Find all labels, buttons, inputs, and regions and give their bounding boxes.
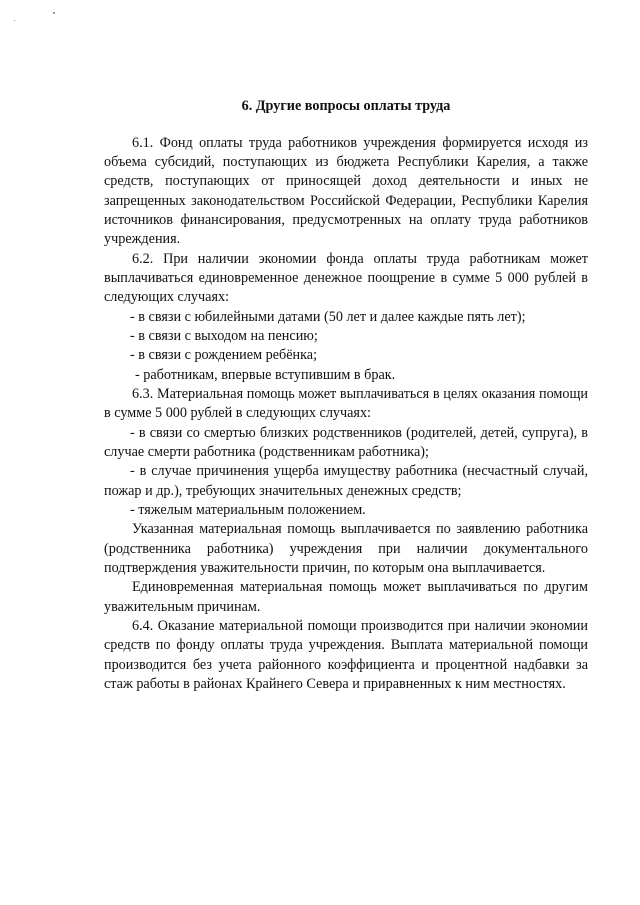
list-item: - в связи с юбилейными датами (50 лет и далее каждые пять лет); bbox=[130, 308, 526, 325]
paragraph-6-3-other: Единовременная материальная помощь может выплачиваться по другим уважительным причинам. bbox=[104, 579, 588, 615]
paragraph-6-4: 6.4. Оказание материальной помощи производится при наличии экономии средств по фонду оплаты труда учреждения. Выплата материальной помощи производится без учета районного коэффициента и процентной надбавки за стаж работы в районах Крайнего Севера и приравненных к ним местностях. bbox=[104, 618, 588, 693]
list-item: - в связи со смертью близких родственников (родителей, детей, супруга), в случае смерти работника (родственникам работника); bbox=[104, 424, 588, 460]
paragraph-6-1: 6.1. Фонд оплаты труда работников учреждения формируется исходя из объема субсидий, поступающих из бюджета Республики Карелия, а также средств, поступающих от приносящей доход деятельности и иных не запрещенных законодательством Российской Федерации, Республики Карелия источников финансирования, предусмотренных на оплату труда работников учреждения. bbox=[104, 134, 588, 248]
list-item: - работникам, впервые вступившим в брак. bbox=[135, 366, 396, 383]
paragraph-6-3-note: Указанная материальная помощь выплачивается по заявлению работника (родственника работника) учреждения при наличии документального подтверждения уважительности причин, по которым она выплачивается. bbox=[104, 521, 588, 577]
list-item: - тяжелым материальным положением. bbox=[130, 502, 366, 519]
document-body bbox=[104, 134, 588, 695]
list-item: - в связи с выходом на пенсию; bbox=[130, 327, 318, 344]
paragraph-6-3: 6.3. Материальная помощь может выплачиваться в целях оказания помощи в сумме 5 000 рублей в следующих случаях: bbox=[104, 385, 588, 422]
list-item: - в связи с рождением ребёнка; bbox=[130, 347, 318, 364]
list-item: - в случае причинения ущерба имуществу работника (несчастный случай, пожар и др.), требующих значительных денежных средств; bbox=[104, 463, 588, 499]
section-heading: 6. Другие вопросы оплаты труда bbox=[241, 98, 451, 114]
scan-speck bbox=[53, 12, 55, 14]
scan-speck bbox=[14, 20, 15, 21]
paragraph-6-2: 6.2. При наличии экономии фонда оплаты труда работникам может выплачиваться единовременное денежное поощрение в сумме 5 000 рублей в следующих случаях: bbox=[104, 250, 588, 306]
